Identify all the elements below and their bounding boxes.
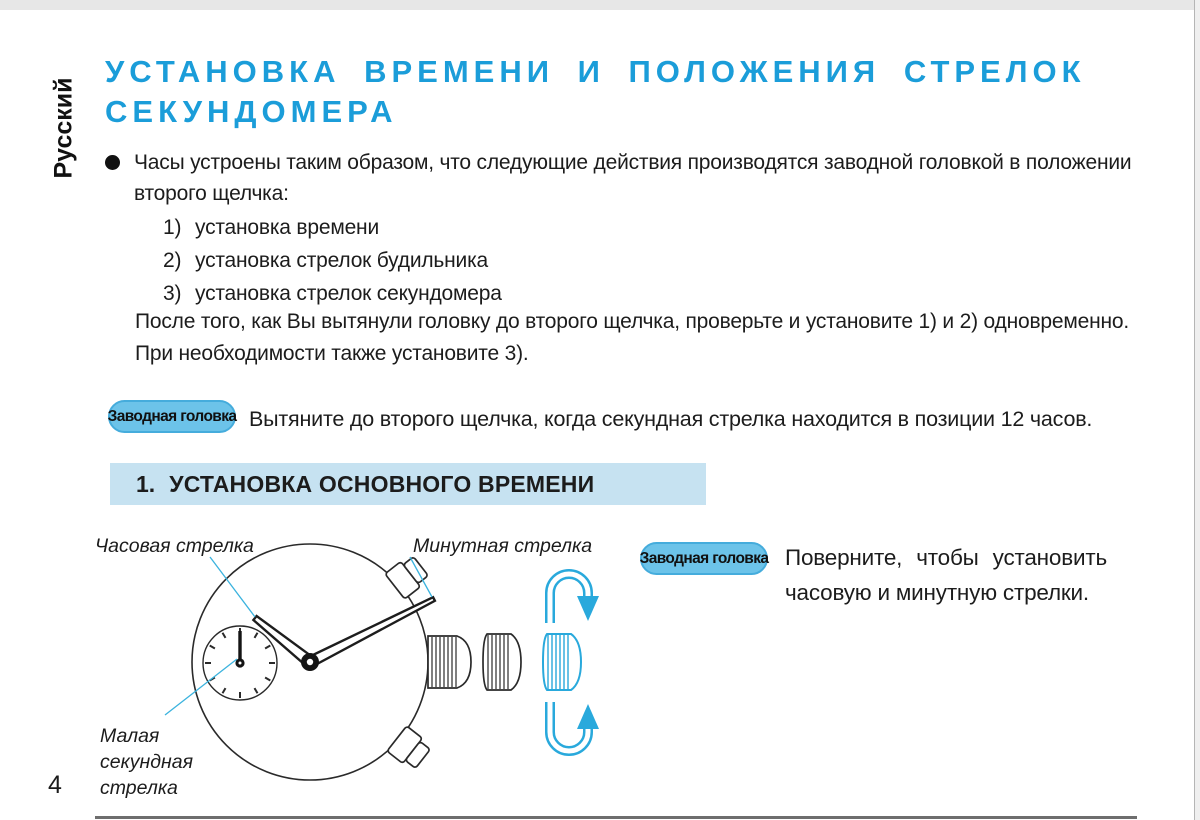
crown-step-2-line1: Поверните, чтобы установить bbox=[785, 545, 1107, 570]
list-item-label: установка стрелок секундомера bbox=[195, 282, 502, 305]
crown-badge-label: Заводная головка bbox=[107, 407, 237, 425]
crown-badge-label: Заводная головка bbox=[639, 549, 769, 567]
crown-step-1-text: Вытяните до второго щелчка, когда секундная стрелка находится в позиции 12 часов. bbox=[249, 407, 1093, 431]
page-bottom-edge bbox=[95, 816, 1137, 819]
note-line2: При необходимости также установите 3). bbox=[135, 342, 529, 365]
page-title-line1: УСТАНОВКА ВРЕМЕНИ И ПОЛОЖЕНИЯ СТРЕЛОК bbox=[105, 54, 1086, 89]
bullet-icon bbox=[105, 155, 120, 170]
page-title bbox=[105, 52, 1153, 132]
list-item-number: 1) bbox=[163, 216, 182, 239]
list-item-label: установка стрелок будильника bbox=[195, 249, 488, 272]
list-item-label: установка времени bbox=[195, 216, 379, 239]
page-right-edge bbox=[1194, 0, 1200, 820]
crown-pulled bbox=[483, 634, 521, 690]
small-seconds-subdial bbox=[203, 626, 277, 700]
crown-step-2-text bbox=[785, 540, 1155, 610]
note-line1: После того, как Вы вытянули головку до второго щелчка, проверьте и установите 1) и 2) одновременно. bbox=[135, 310, 1129, 333]
section-header bbox=[110, 463, 706, 505]
intro-text-line2: второго щелчка: bbox=[134, 182, 289, 205]
section-title: УСТАНОВКА ОСНОВНОГО ВРЕМЕНИ bbox=[169, 470, 595, 497]
page-number: 4 bbox=[48, 771, 62, 799]
intro-paragraph bbox=[105, 147, 1145, 209]
crown-step-2-line2: часовую и минутную стрелки. bbox=[785, 580, 1089, 605]
list-item bbox=[163, 211, 502, 244]
crown-highlighted bbox=[543, 634, 581, 690]
list-item-number: 2) bbox=[163, 249, 182, 272]
crown-badge bbox=[640, 542, 768, 575]
page-title-line2: СЕКУНДОМЕРА bbox=[105, 94, 398, 129]
small-second-hand-label: Малая секундная стрелка bbox=[100, 725, 194, 799]
hour-hand-label: Часовая стрелка bbox=[95, 535, 254, 557]
language-tab: Русский bbox=[49, 77, 78, 179]
note-paragraph bbox=[135, 306, 1150, 370]
list-item bbox=[163, 244, 502, 277]
rotate-ccw-arrow-icon bbox=[550, 702, 599, 751]
rotate-cw-arrow-icon bbox=[550, 574, 599, 623]
step-list bbox=[163, 211, 502, 310]
intro-text-line1: Часы устроены таким образом, что следующие действия производятся заводной головкой в положении bbox=[134, 151, 1132, 174]
intro-text bbox=[134, 147, 1131, 209]
page-top-edge bbox=[0, 0, 1200, 10]
minute-hand-label: Минутная стрелка bbox=[413, 535, 593, 557]
crown-badge bbox=[108, 400, 236, 433]
list-item-number: 3) bbox=[163, 282, 182, 305]
crown-attached bbox=[428, 636, 471, 688]
section-number: 1. bbox=[136, 470, 156, 497]
